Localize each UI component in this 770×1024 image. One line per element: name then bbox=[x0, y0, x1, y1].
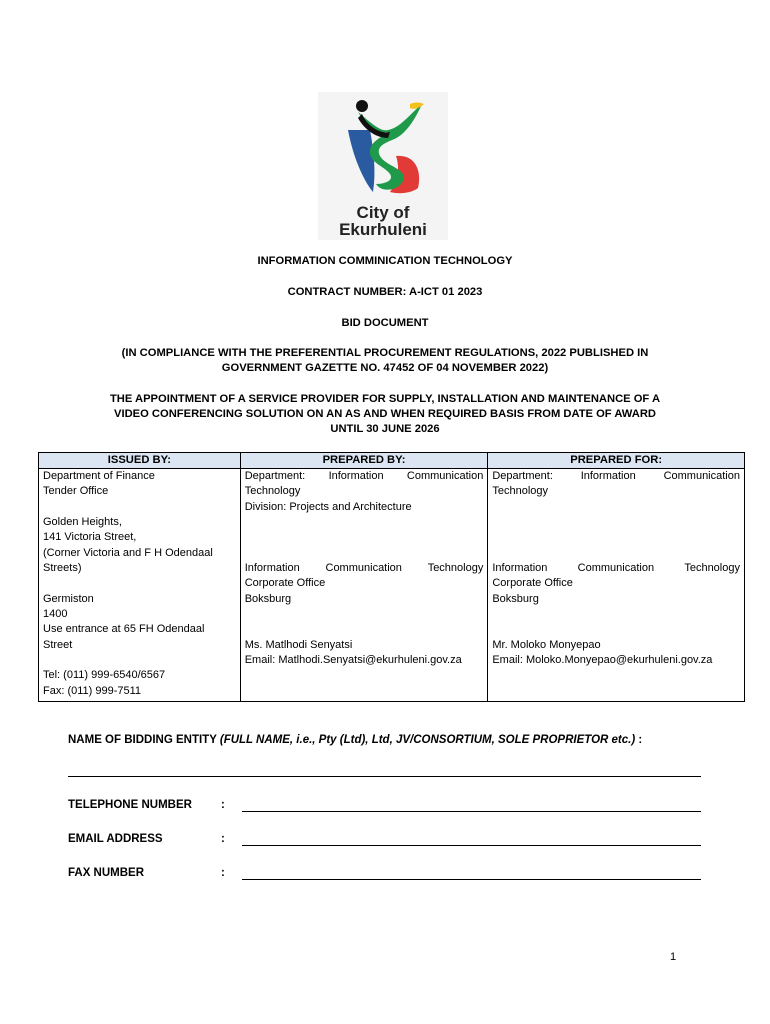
bidding-entity-colon: : bbox=[638, 734, 643, 746]
contract-number: CONTRACT NUMBER: A-ICT 01 2023 bbox=[287, 286, 483, 298]
issued-by-line: Tender Office bbox=[43, 485, 109, 497]
prepared-for-contact: Mr. Moloko Monyepao bbox=[492, 639, 601, 651]
issued-by-line: Street bbox=[43, 639, 73, 651]
telephone-label: TELEPHONE NUMBER bbox=[68, 799, 192, 811]
compliance-line-1: (IN COMPLIANCE WITH THE PREFERENTIAL PROCUREMENT REGULATIONS, 2022 PUBLISHED IN bbox=[121, 347, 649, 359]
prepared-for-dept-word: Information bbox=[580, 470, 636, 482]
prepared-by-dept-word: Communication bbox=[406, 470, 484, 482]
prepared-for-ict-word: Information bbox=[492, 562, 548, 574]
appointment-line-2: VIDEO CONFERENCING SOLUTION ON AN AS AND WHEN REQUIRED BASIS FROM DATE OF AWARD bbox=[114, 408, 656, 420]
prepared-by-department bbox=[245, 469, 484, 484]
prepared-by-line: Boksburg bbox=[244, 593, 292, 605]
page-number: 1 bbox=[670, 951, 677, 963]
compliance-line-2: GOVERNMENT GAZETTE NO. 47452 OF 04 NOVEMBER 2022) bbox=[221, 362, 549, 374]
prepared-by-email: Email: Matlhodi.Senyatsi@ekurhuleni.gov.za bbox=[244, 654, 462, 666]
prepared-for-ict-word: Communication bbox=[577, 562, 655, 574]
appointment-line-3: UNTIL 30 JUNE 2026 bbox=[330, 423, 440, 435]
issued-by-line: Golden Heights, bbox=[43, 516, 122, 528]
bidding-entity-input-line[interactable] bbox=[68, 776, 701, 777]
issued-by-line: 141 Victoria Street, bbox=[43, 531, 137, 543]
bidding-entity-title: NAME OF BIDDING ENTITY bbox=[68, 734, 217, 746]
prepared-for-ict bbox=[492, 561, 740, 576]
telephone-input-line[interactable] bbox=[242, 811, 701, 812]
issued-by-cell bbox=[39, 469, 241, 702]
issued-by-line: Department of Finance bbox=[43, 470, 155, 482]
prepared-by-header: PREPARED BY: bbox=[240, 453, 488, 469]
table-header-row bbox=[39, 453, 745, 469]
prepared-for-dept-word: Communication bbox=[663, 470, 740, 482]
email-colon: : bbox=[221, 833, 225, 845]
issued-by-fax: Fax: (011) 999-7511 bbox=[43, 685, 142, 697]
bidding-entity-label bbox=[68, 734, 642, 746]
prepared-by-ict-word: Communication bbox=[325, 562, 402, 574]
issued-by-line: Use entrance at 65 FH Odendaal bbox=[43, 623, 205, 635]
prepared-by-ict bbox=[245, 561, 484, 576]
prepared-for-line: Corporate Office bbox=[492, 577, 573, 589]
fax-input-line[interactable] bbox=[242, 879, 701, 880]
prepared-for-email: Email: Moloko.Monyepao@ekurhuleni.gov.za bbox=[492, 654, 713, 666]
city-of-ekurhuleni-logo bbox=[318, 92, 448, 240]
department-heading: INFORMATION COMMINICATION TECHNOLOGY bbox=[257, 255, 513, 267]
email-input-line[interactable] bbox=[242, 845, 701, 846]
issued-by-header: ISSUED BY: bbox=[39, 453, 241, 469]
prepared-for-cell bbox=[488, 469, 745, 702]
prepared-for-line: Boksburg bbox=[492, 593, 539, 605]
fax-label: FAX NUMBER bbox=[68, 867, 145, 879]
document-type: BID DOCUMENT bbox=[341, 317, 429, 329]
prepared-for-ict-word: Technology bbox=[684, 562, 740, 574]
prepared-by-ict-word: Technology bbox=[427, 562, 484, 574]
prepared-for-line: Technology bbox=[492, 485, 548, 497]
logo-text-line2: Ekurhuleni bbox=[339, 220, 427, 239]
prepared-by-cell bbox=[240, 469, 488, 702]
prepared-for-dept-word: Department: bbox=[492, 470, 553, 482]
prepared-by-division: Division: Projects and Architecture bbox=[244, 501, 412, 513]
issued-by-line: (Corner Victoria and F H Odendaal bbox=[43, 547, 213, 559]
telephone-colon: : bbox=[221, 799, 225, 811]
table-row bbox=[39, 469, 745, 702]
prepared-by-contact: Ms. Matlhodi Senyatsi bbox=[244, 639, 353, 651]
issued-by-line: Streets) bbox=[43, 562, 82, 574]
issuer-table bbox=[38, 452, 745, 702]
prepared-by-line: Technology bbox=[244, 485, 301, 497]
prepared-by-line: Corporate Office bbox=[244, 577, 326, 589]
prepared-by-dept-word: Information bbox=[328, 470, 384, 482]
fax-colon: : bbox=[221, 867, 225, 879]
appointment-line-1: THE APPOINTMENT OF A SERVICE PROVIDER FOR SUPPLY, INSTALLATION AND MAINTENANCE OF A bbox=[109, 393, 661, 405]
issued-by-tel: Tel: (011) 999-6540/6567 bbox=[43, 669, 166, 681]
prepared-by-ict-word: Information bbox=[244, 562, 300, 574]
bidding-entity-hint: (FULL NAME, i.e., Pty (Ltd), Ltd, JV/CONSORTIUM, SOLE PROPRIETOR etc.) bbox=[219, 734, 636, 746]
prepared-for-header: PREPARED FOR: bbox=[488, 453, 745, 469]
issued-by-line: Germiston bbox=[43, 593, 94, 605]
prepared-by-dept-word: Department: bbox=[244, 470, 306, 482]
prepared-for-department bbox=[492, 469, 740, 484]
email-label: EMAIL ADDRESS bbox=[68, 833, 163, 845]
logo-text-line1: City of bbox=[356, 203, 410, 222]
issued-by-line: 1400 bbox=[43, 608, 68, 620]
